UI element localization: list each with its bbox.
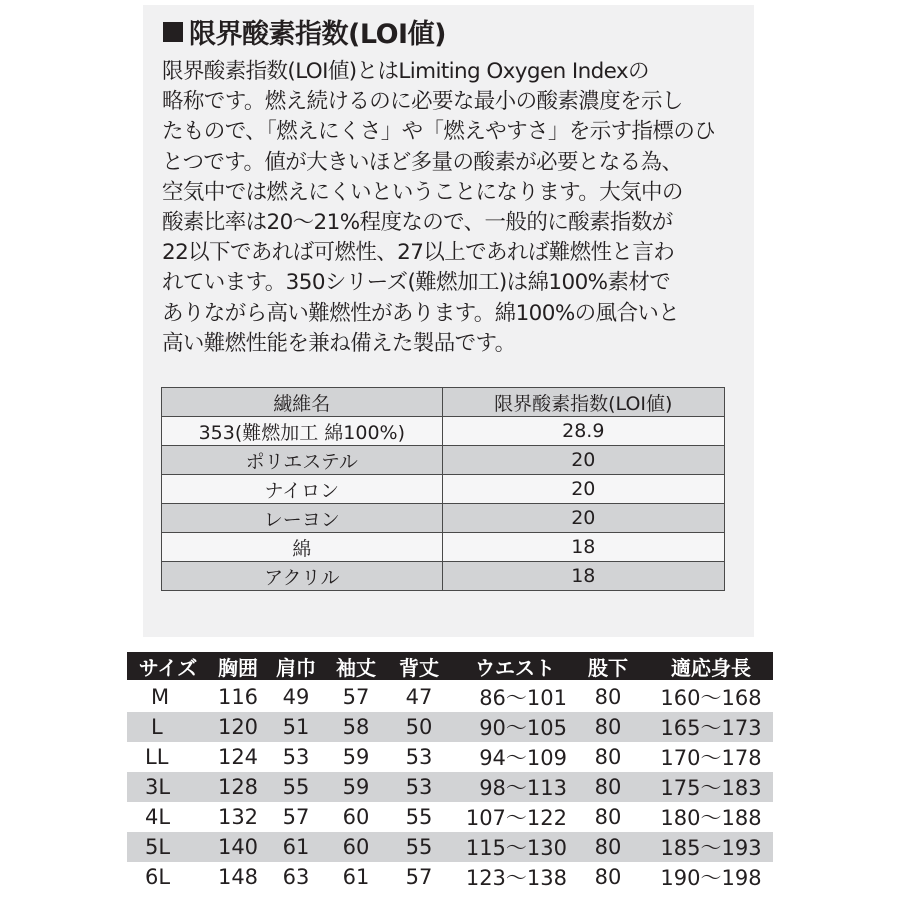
size-value: 6L [145,865,171,889]
inseam-value: 80 [594,835,622,859]
loi-value: 20 [442,446,724,475]
header-size: サイズ [138,655,198,680]
table-row [127,832,773,862]
inseam-value: 80 [594,805,622,829]
sleeve-value: 57 [342,685,370,709]
description-line: 高い難燃性能を兼ね備えた製品です。 [162,330,516,356]
table-row [127,742,773,772]
description-line: 空気中では燃えにくいということになります。大気中の [162,179,683,205]
shoulder-value: 53 [282,745,310,769]
height-range-value: 170～178 [660,746,762,770]
loi-table [161,387,725,591]
size-chart [127,652,773,892]
back-length-value: 50 [405,715,433,739]
sleeve-value: 59 [342,775,370,799]
back-length-value: 57 [405,865,433,889]
height-range-value: 180～188 [660,806,762,830]
chest-value: 116 [217,685,259,709]
loi-value: 20 [442,475,724,504]
description-line: れています。350シリーズ(難燃加工)は綿100%素材で [162,270,671,296]
chest-value: 132 [217,805,259,829]
table-row [127,802,773,832]
table-row [162,417,725,446]
header-shoulder: 肩巾 [276,655,316,680]
header-inseam: 股下 [588,655,628,680]
height-range-value: 175～183 [660,776,762,800]
description-line: たもので、「燃えにくさ」や「燃えやすさ」を示す指標のひ [162,119,716,145]
height-range-value: 165～173 [660,716,762,740]
header-back-length: 背丈 [399,655,439,680]
waist-value: 107～122 [465,806,567,830]
size-value: L [151,715,163,739]
back-length-value: 53 [405,745,433,769]
table-row [162,446,725,475]
loi-value: 20 [442,504,724,533]
inseam-value: 80 [594,685,622,709]
description-line: ありながら高い難燃性があります。綿100%の風合いと [162,300,680,326]
table-row [162,475,725,504]
table-row [127,862,773,892]
loi-value: 28.9 [442,417,724,446]
shoulder-value: 49 [282,685,310,709]
header-sleeve: 袖丈 [336,655,376,680]
table-row [162,562,725,591]
black-square-bullet-icon [163,22,183,42]
size-value: 5L [145,835,171,859]
height-range-value: 185～193 [660,836,762,860]
chest-value: 148 [217,865,259,889]
description-line: 略称です。燃え続けるのに必要な最小の酸素濃度を示し [162,89,683,115]
waist-value: 115～130 [465,836,567,860]
sleeve-value: 60 [342,805,370,829]
fiber-name: レーヨン [162,504,443,533]
fiber-name: 綿 [162,533,443,562]
inseam-value: 80 [594,745,622,769]
table-row [127,712,773,742]
header-fiber-name: 繊維名 [162,388,443,417]
description-line: 酸素比率は20～21%程度なので、一般的に酸素指数が [162,209,673,235]
back-length-value: 53 [405,775,433,799]
header-waist: ウエスト [475,655,555,680]
loi-description [162,57,742,359]
chest-value: 124 [217,745,259,769]
fiber-name: ナイロン [162,475,443,504]
height-range-value: 190～198 [660,866,762,890]
table-row [162,504,725,533]
size-value: 3L [145,775,171,799]
loi-table-header-row [162,388,725,417]
header-loi-value: 限界酸素指数(LOI値) [442,388,724,417]
waist-value: 98～113 [479,776,567,800]
shoulder-value: 55 [282,775,310,799]
back-length-value: 55 [405,835,433,859]
chest-value: 128 [217,775,259,799]
loi-value: 18 [442,562,724,591]
size-value: LL [145,745,169,769]
table-row [127,772,773,802]
size-chart-header-row [127,652,773,680]
chest-value: 120 [217,715,259,739]
sleeve-value: 61 [342,865,370,889]
header-chest: 胸囲 [218,655,258,680]
shoulder-value: 63 [282,865,310,889]
waist-value: 90～105 [479,716,567,740]
sleeve-value: 58 [342,715,370,739]
header-height-range: 適応身長 [671,655,751,680]
inseam-value: 80 [594,715,622,739]
sleeve-value: 60 [342,835,370,859]
inseam-value: 80 [594,775,622,799]
sleeve-value: 59 [342,745,370,769]
fiber-name: 353(難燃加工 綿100%) [162,417,443,446]
size-value: 4L [145,805,171,829]
description-line: 限界酸素指数(LOI値)とはLimiting Oxygen Indexの [162,59,649,84]
loi-value: 18 [442,533,724,562]
inseam-value: 80 [594,865,622,889]
waist-value: 86～101 [479,686,567,710]
height-range-value: 160～168 [660,686,762,710]
waist-value: 94～109 [479,746,567,770]
size-value: M [151,685,170,709]
waist-value: 123～138 [465,866,567,890]
shoulder-value: 57 [282,805,310,829]
loi-title-text: 限界酸素指数(LOI値) [189,19,446,50]
fiber-name: アクリル [162,562,443,591]
loi-section-title [163,12,446,51]
chest-value: 140 [217,835,259,859]
table-row [162,533,725,562]
table-row [127,682,773,712]
shoulder-value: 61 [282,835,310,859]
description-line: 22以下であれば可燃性、27以上であれば難燃性と言わ [162,240,675,266]
fiber-name: ポリエステル [162,446,443,475]
shoulder-value: 51 [282,715,310,739]
back-length-value: 47 [405,685,433,709]
description-line: とつです。値が大きいほど多量の酸素が必要となる為、 [162,149,683,175]
back-length-value: 55 [405,805,433,829]
